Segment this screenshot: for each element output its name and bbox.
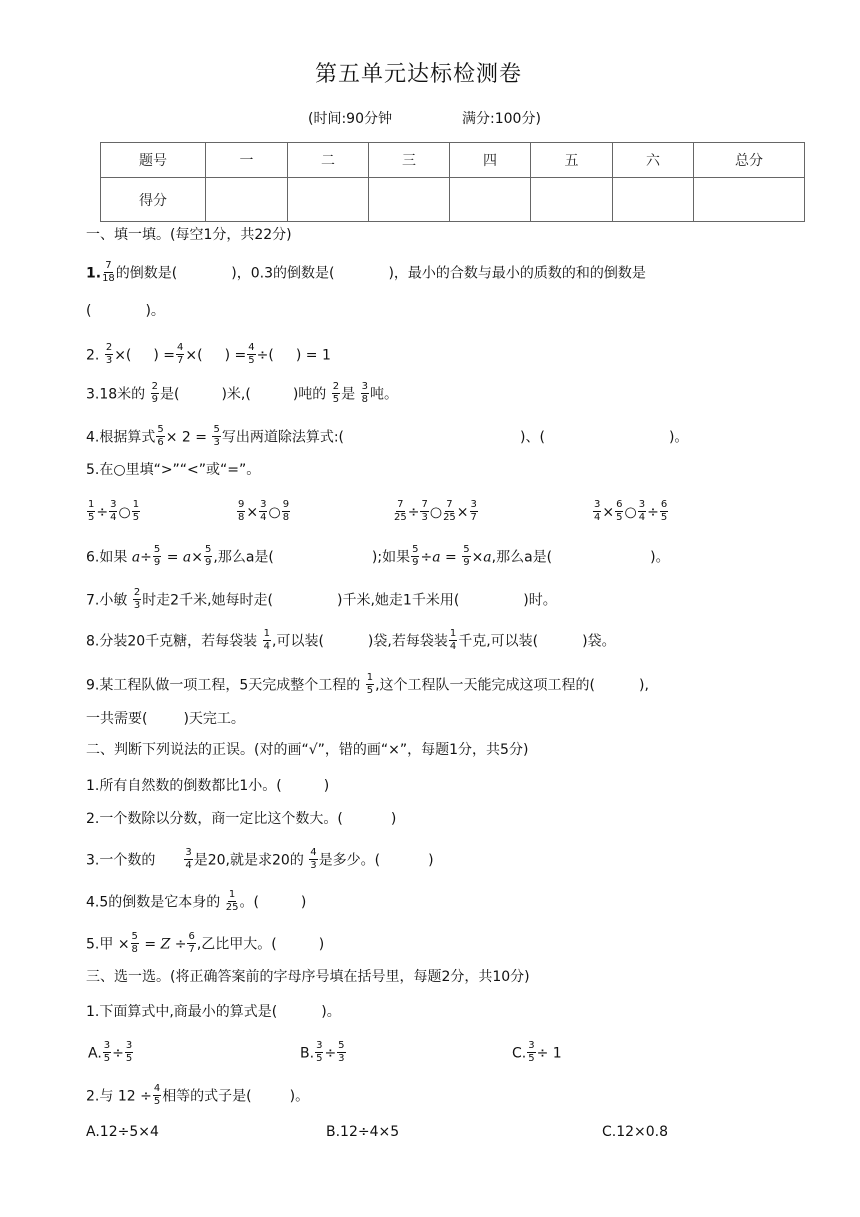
question-text: ,乙比甲大。(: [196, 936, 277, 953]
score-table-cell: 得分: [101, 178, 206, 222]
fraction: $\frac{3}{4}$: [638, 499, 646, 523]
variable: a: [432, 549, 441, 566]
operator: ÷ 1: [536, 1045, 562, 1062]
score-input-cell[interactable]: [531, 178, 613, 222]
question-1-9: [86, 674, 649, 697]
question-1-8: [86, 630, 616, 653]
fraction: $\frac{5}{6}$: [157, 424, 164, 448]
question-2-5: [86, 933, 324, 956]
question-text: )天完工。: [183, 711, 245, 727]
operator: =: [445, 549, 457, 566]
question-text: ,这个工程队一天能完成这项工程的(: [375, 677, 596, 694]
answer-blank-close: ): [390, 811, 397, 827]
question-text: 是多少。(: [318, 852, 381, 869]
score-input-cell[interactable]: [206, 178, 288, 222]
choice-c[interactable]: C.12×0.8: [602, 1124, 669, 1140]
operator: ÷: [96, 504, 109, 521]
question-text: 3.18米的: [86, 386, 146, 403]
question-text: )时。: [523, 592, 557, 609]
fraction: $\frac{2}{3}$: [105, 342, 113, 366]
score-input-cell[interactable]: [694, 178, 805, 222]
choice-label: A.: [88, 1045, 102, 1062]
fraction: $\frac{5}{3}$: [338, 1040, 345, 1064]
question-text: 吨。: [369, 386, 398, 403]
question-text: )，最小的合数与最小的质数的和的倒数是: [388, 265, 646, 282]
question-text: 2.与: [86, 1088, 114, 1105]
choice-a[interactable]: [88, 1042, 134, 1065]
question-text: 是(: [160, 386, 180, 403]
question-text: )。: [650, 549, 670, 566]
question-2-1: [86, 779, 329, 793]
operator: ÷: [140, 549, 152, 566]
question-text: 2.一个数除以分数，商一定比这个数大。(: [86, 811, 343, 827]
score-table-cell: 题号: [101, 143, 206, 178]
question-2-2: [86, 812, 396, 826]
answer-blank-close: )。: [289, 1088, 310, 1105]
fraction: $\frac{3}{4}$: [594, 499, 601, 523]
question-text: 。(: [239, 894, 259, 911]
question-text: 3.一个数的: [86, 852, 156, 869]
page-title: 第五单元达标检测卷: [315, 62, 523, 87]
question-text: ),: [639, 677, 649, 694]
score-table-cell: 四: [450, 143, 531, 178]
section-1-heading: 一、填一填。(每空1分，共22分): [86, 227, 292, 243]
operator: ÷: [647, 504, 659, 521]
answer-blank-open: (: [86, 303, 92, 319]
question-text: ÷(: [256, 347, 274, 364]
question-text: );如果: [371, 549, 411, 566]
question-text: ×(: [185, 347, 203, 364]
score-table-cell: 总分: [694, 143, 805, 178]
fraction: $\frac{1}{5}$: [88, 499, 95, 523]
operator: ÷: [174, 936, 187, 953]
fraction: $\frac{3}{5}$: [316, 1040, 323, 1064]
score-input-cell[interactable]: [369, 178, 450, 222]
fraction: $\frac{3}{8}$: [361, 381, 368, 405]
choice-label: B.: [300, 1045, 315, 1062]
compare-expression: [236, 501, 291, 524]
answer-blank-close: ): [323, 778, 330, 794]
operator: ×: [191, 549, 204, 566]
fraction: $\frac{5}{9}$: [205, 544, 212, 568]
question-3-1: [86, 1005, 341, 1019]
question-text: 写出两道除法算式:(: [221, 429, 345, 446]
question-text: )，0.3的倒数是(: [231, 265, 335, 282]
operator: ÷: [112, 1045, 124, 1062]
operator: =: [166, 549, 179, 566]
question-number: 2.: [86, 347, 100, 364]
compare-circle[interactable]: ○: [429, 504, 443, 521]
fraction: $\frac{7}{18}$: [102, 260, 115, 284]
question-text: )袋。: [582, 633, 616, 650]
question-1-6: [86, 546, 670, 569]
variable: Z: [160, 936, 171, 953]
fraction: $\frac{1}{4}$: [449, 628, 457, 652]
fraction: $\frac{5}{9}$: [463, 544, 470, 568]
compare-circle[interactable]: ○: [624, 504, 637, 521]
question-text: ,那么a是(: [491, 549, 553, 566]
fraction: $\frac{7}{25}$: [394, 499, 407, 523]
question-text: )、(: [520, 429, 545, 446]
fraction: $\frac{3}{4}$: [185, 847, 192, 871]
fraction: $\frac{3}{4}$: [260, 499, 267, 523]
question-1-7: [86, 589, 557, 612]
question-text: 4.根据算式: [86, 429, 156, 446]
compare-expression: [592, 501, 669, 524]
score-input-cell[interactable]: [288, 178, 369, 222]
operator: ÷: [407, 504, 420, 521]
section-2-heading: 二、判断下列说法的正误。(对的画“√”，错的画“×”，每题1分，共5分): [86, 742, 529, 758]
question-text: 1.下面算式中,商最小的算式是(: [86, 1004, 278, 1020]
section-3-heading: 三、选一选。(将正确答案前的字母序号填在括号里，每题2分，共10分): [86, 969, 530, 985]
fraction: $\frac{1}{5}$: [366, 672, 374, 696]
score-table-score-row: [101, 178, 805, 222]
operator: ×: [246, 504, 259, 521]
fraction: $\frac{6}{7}$: [188, 931, 195, 955]
operator: ×: [471, 549, 484, 566]
fraction: $\frac{3}{5}$: [125, 1040, 133, 1064]
exam-full-score: 满分:100分): [462, 111, 541, 127]
score-table-cell: 三: [369, 143, 450, 178]
choice-label: C.: [512, 1045, 527, 1062]
question-number: 1.: [86, 265, 102, 282]
question-text: 4.5的倒数是它本身的: [86, 894, 221, 911]
score-input-cell[interactable]: [613, 178, 694, 222]
fraction: $\frac{6}{5}$: [660, 499, 668, 523]
fraction: $\frac{3}{5}$: [103, 1040, 111, 1064]
question-3-2: [86, 1085, 309, 1108]
fraction: $\frac{7}{25}$: [443, 499, 456, 523]
score-input-cell[interactable]: [450, 178, 531, 222]
compare-circle[interactable]: ○: [118, 504, 131, 521]
fraction: $\frac{1}{4}$: [263, 628, 270, 652]
question-1-4: [86, 426, 688, 449]
question-text: 1.所有自然数的倒数都比1小。(: [86, 778, 282, 794]
question-1-1-cont: [86, 304, 165, 318]
question-text: 千克,可以装(: [458, 633, 539, 650]
exam-time: (时间:90分钟: [308, 111, 392, 127]
score-table-cell: 六: [613, 143, 694, 178]
question-1-2: [86, 344, 331, 367]
score-table-cell: 一: [206, 143, 288, 178]
fraction: $\frac{5}{9}$: [153, 544, 161, 568]
score-table-cell: 五: [531, 143, 613, 178]
question-text: 一共需要(: [86, 711, 148, 727]
expression: 12 ÷: [117, 1088, 152, 1105]
operator: ×: [602, 504, 615, 521]
score-table-cell: 二: [288, 143, 369, 178]
fraction: $\frac{2}{3}$: [133, 587, 141, 611]
question-1-9-cont: [86, 712, 245, 726]
fraction: $\frac{3}{4}$: [110, 499, 117, 523]
question-text: 8.分装20千克糖，若每袋装: [86, 633, 258, 650]
fraction: $\frac{2}{9}$: [151, 381, 158, 405]
choice-c[interactable]: [512, 1042, 562, 1065]
operator: =: [144, 936, 157, 953]
fraction: $\frac{7}{3}$: [421, 499, 428, 523]
question-1-3: [86, 383, 398, 406]
question-text: )。: [668, 429, 689, 446]
answer-blank-close: )。: [145, 303, 165, 319]
question-1-5-heading: 5.在○里填“>”“<”或“=”。: [86, 462, 261, 478]
answer-blank-close: )。: [321, 1004, 341, 1020]
question-2-3: [86, 849, 434, 872]
choice-a[interactable]: A.12÷5×4: [86, 1124, 159, 1140]
operator: ×: [456, 504, 469, 521]
question-text: ) =: [224, 347, 247, 364]
fraction: $\frac{4}{7}$: [177, 342, 184, 366]
fraction: $\frac{6}{5}$: [616, 499, 623, 523]
question-text: 5.甲: [86, 936, 114, 953]
question-text: 的倒数是(: [115, 265, 178, 282]
answer-blank-close: ): [428, 852, 434, 869]
question-2-4: [86, 891, 306, 914]
fraction: $\frac{4}{5}$: [248, 342, 255, 366]
question-text: )米,(: [221, 386, 251, 403]
variable: a: [483, 549, 492, 566]
fraction: $\frac{2}{5}$: [332, 381, 340, 405]
fraction: $\frac{4}{5}$: [153, 1083, 161, 1107]
fraction: $\frac{5}{8}$: [131, 931, 138, 955]
score-table: [100, 142, 805, 222]
score-table-header-row: [101, 143, 805, 178]
fraction: $\frac{1}{25}$: [225, 889, 239, 913]
question-text: )千米,她走1千米用(: [337, 592, 460, 609]
choice-b[interactable]: [300, 1042, 347, 1065]
question-text: 是: [341, 386, 356, 403]
question-text: 时走2千米,她每时走(: [142, 592, 274, 609]
fraction: $\frac{1}{5}$: [132, 499, 140, 523]
question-text: ,那么a是(: [213, 549, 274, 566]
fraction: $\frac{4}{3}$: [310, 847, 317, 871]
fraction: $\frac{9}{8}$: [238, 499, 245, 523]
fraction: $\frac{3}{5}$: [528, 1040, 535, 1064]
question-text: ) =: [153, 347, 176, 364]
question-text: ,可以装(: [272, 633, 324, 650]
question-text: 9.某工程队做一项工程，5天完成整个工程的: [86, 677, 361, 694]
fraction: $\frac{5}{3}$: [213, 424, 220, 448]
variable: a: [182, 549, 192, 566]
operator: ÷: [420, 549, 433, 566]
answer-blank-close: ): [318, 936, 325, 953]
question-text: ×(: [114, 347, 132, 364]
question-text: 7.小敏: [86, 592, 128, 609]
question-1-1: [86, 262, 646, 285]
question-text: ) = 1: [295, 347, 331, 364]
question-text: )吨的: [292, 386, 327, 403]
fraction: $\frac{9}{8}$: [282, 499, 290, 523]
question-text: 6.如果: [86, 549, 128, 566]
compare-expression: [393, 501, 479, 524]
choice-b[interactable]: B.12÷4×5: [326, 1124, 400, 1140]
question-text: )袋,若每袋装: [367, 633, 448, 650]
variable: a: [131, 549, 141, 566]
answer-blank-close: ): [300, 894, 307, 911]
question-text: 相等的式子是(: [162, 1088, 252, 1105]
question-text: × 2 =: [165, 429, 208, 446]
operator: ×: [117, 936, 130, 953]
question-text: 是20,就是求20的: [193, 852, 304, 869]
fraction: $\frac{5}{9}$: [412, 544, 419, 568]
fraction: $\frac{3}{7}$: [470, 499, 477, 523]
operator: ÷: [324, 1045, 337, 1062]
compare-expression: [86, 501, 141, 524]
compare-circle[interactable]: ○: [268, 504, 281, 521]
